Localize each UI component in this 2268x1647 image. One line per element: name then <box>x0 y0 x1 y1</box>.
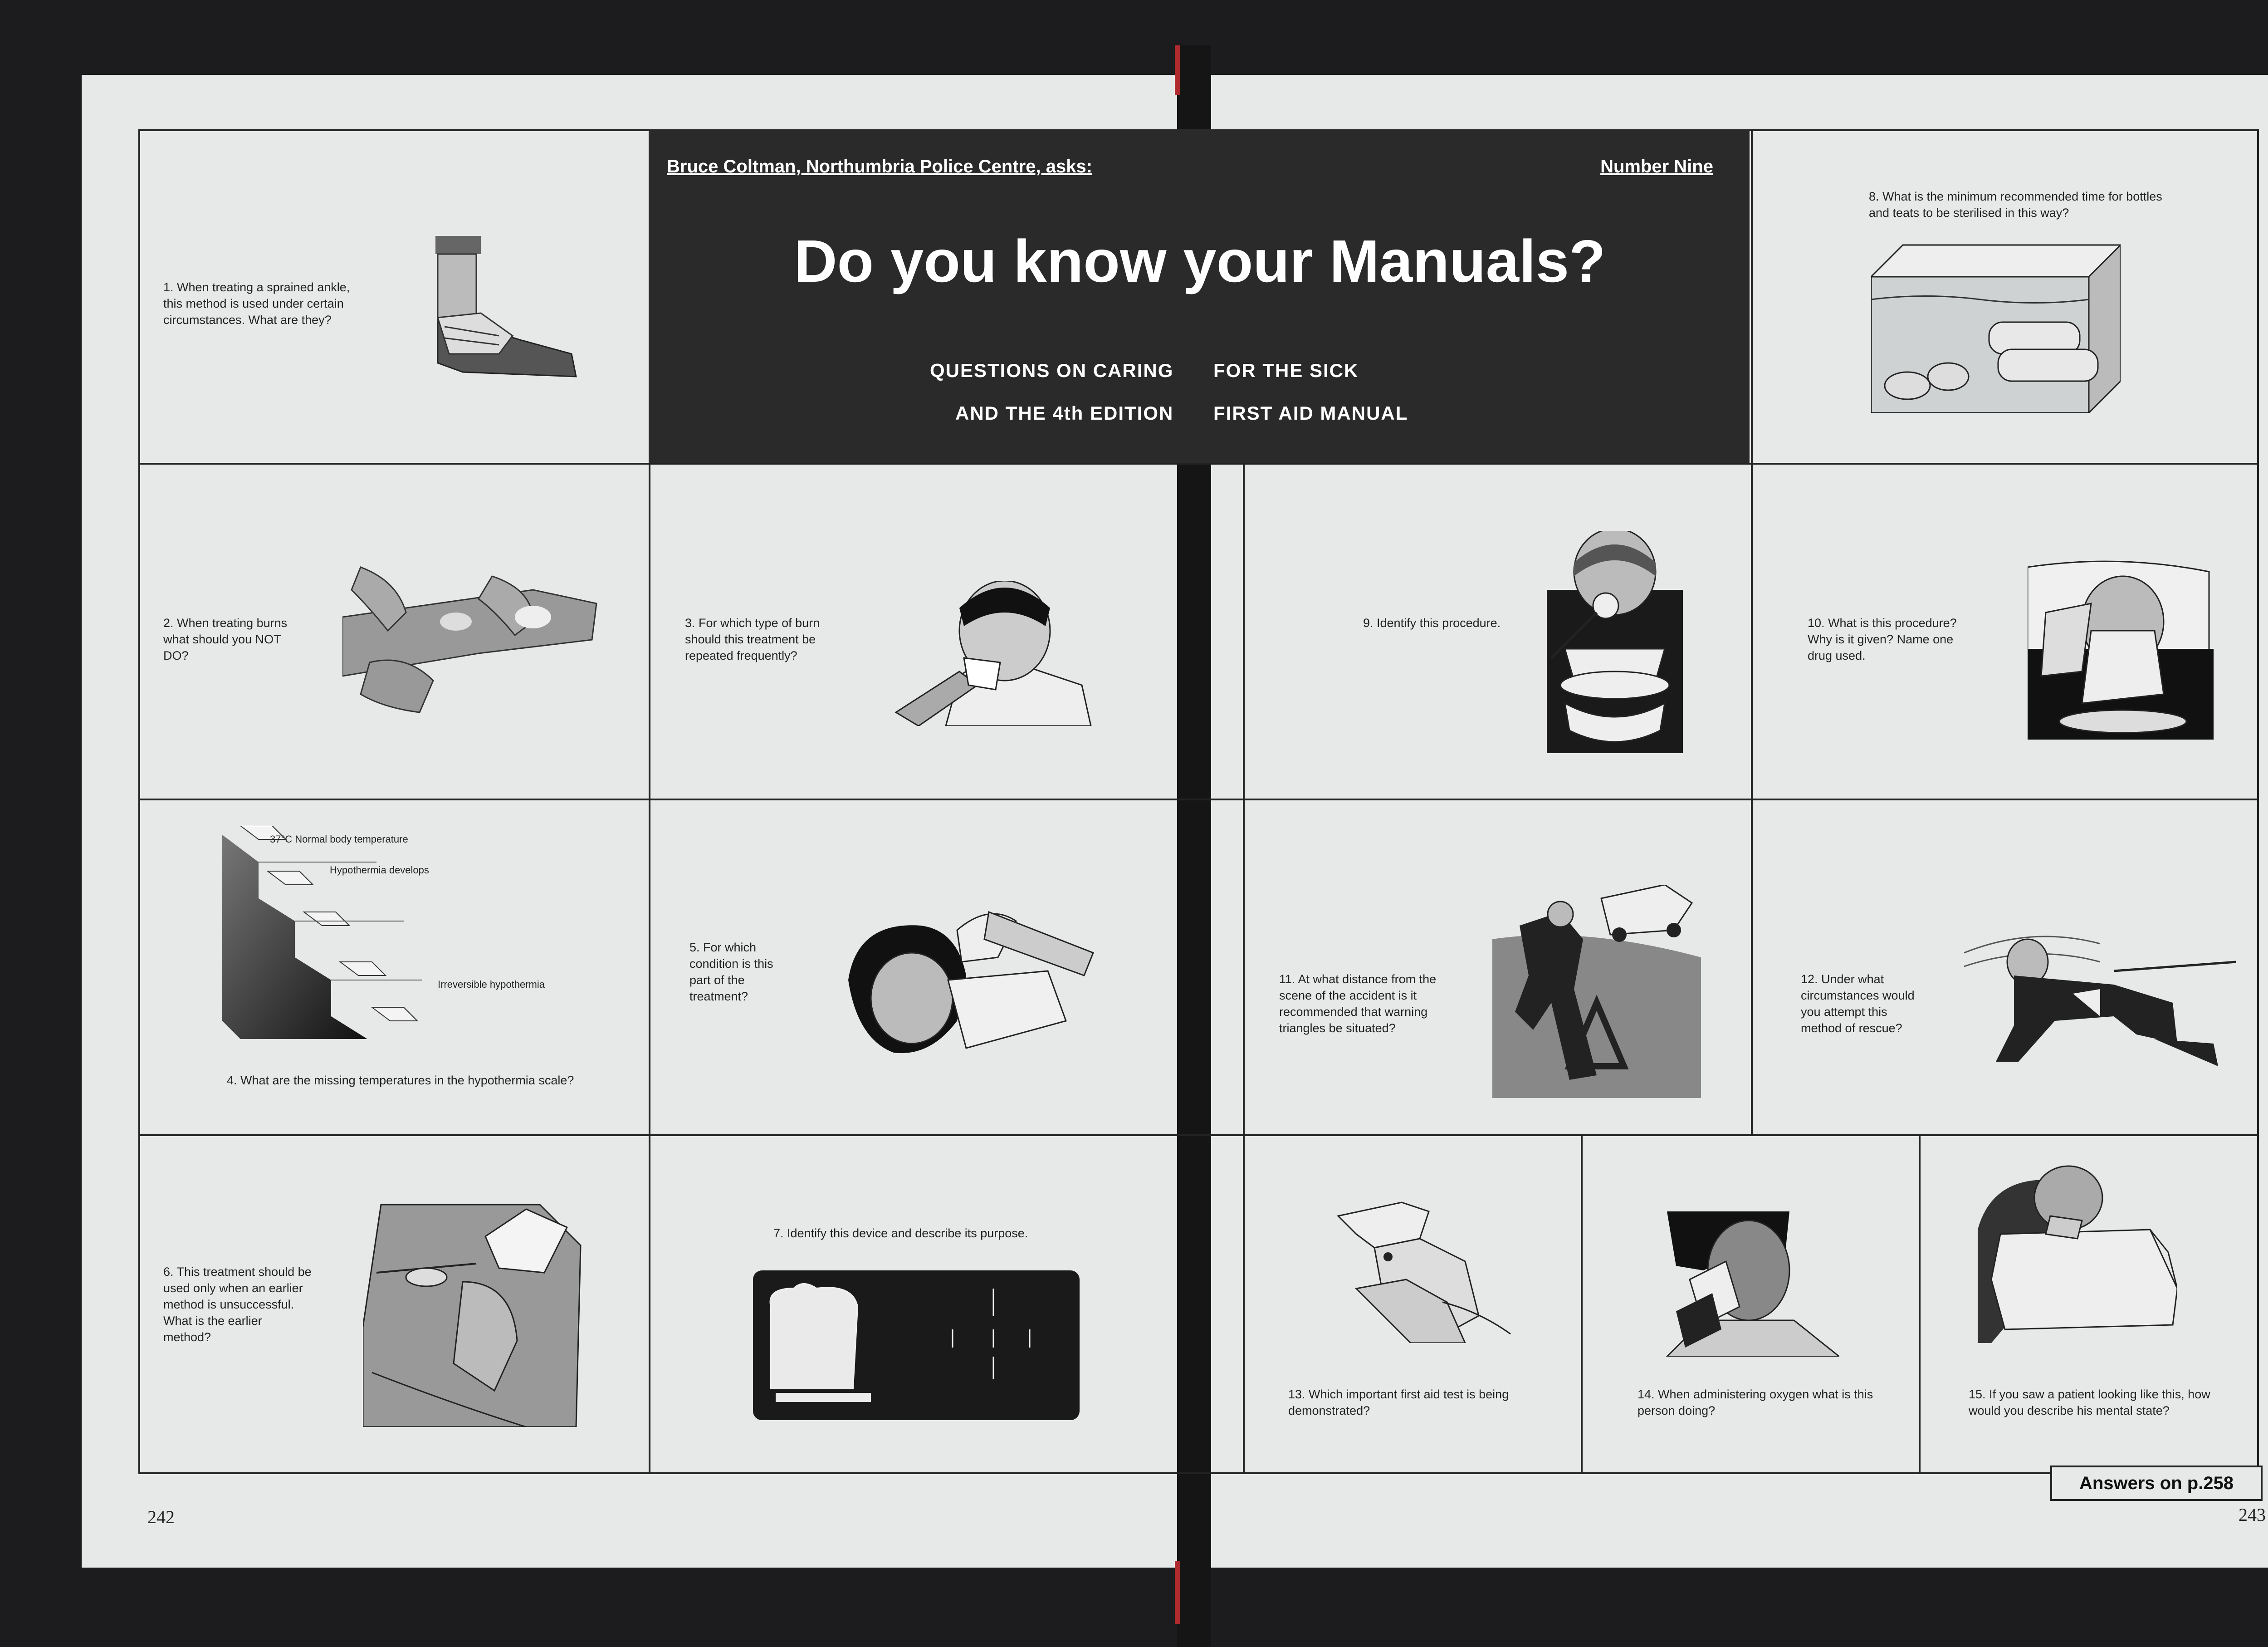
eye-treatment-illustration <box>363 1191 599 1427</box>
question-5: 5. For which condition is this part of the treatment? <box>689 941 773 1003</box>
hypothermia-label-irreversible: Irreversible hypothermia <box>438 979 545 990</box>
treating-burns-illustration <box>342 563 606 717</box>
grid-col-right-c <box>1581 1134 1583 1473</box>
hypothermia-label-develops: Hypothermia develops <box>330 864 429 876</box>
quiz-title: Do you know your Manuals? <box>794 228 1606 294</box>
quiz-asker: Bruce Coltman, Northumbria Police Centre, asks: <box>667 157 1093 176</box>
question-2: 2. When treating burns what should you NOT DO? <box>163 616 288 662</box>
hypothermia-staircase-illustration <box>222 826 440 1048</box>
grid-left <box>138 129 140 1473</box>
page-number-right: 243 <box>2239 1505 2266 1525</box>
grid-bottom <box>138 1472 2259 1474</box>
bookmark-ribbon-bottom <box>1175 1561 1180 1624</box>
question-15: 15. If you saw a patient looking like this, how would you describe his mental state? <box>1969 1387 2210 1417</box>
page-number-left: 242 <box>147 1507 175 1527</box>
grid-col-right-d <box>1919 1134 1921 1473</box>
question-1: 1. When treating a sprained ankle, this method is used under certain circumstances. What are they? <box>163 280 350 327</box>
warning-triangle-illustration <box>1492 885 1701 1098</box>
steam-inhalation-illustration <box>1547 531 1683 753</box>
question-13: 13. Which important first aid test is being demonstrated? <box>1288 1387 1509 1417</box>
ice-rescue-illustration <box>1964 926 2236 1071</box>
capillary-refill-test-illustration <box>1329 1198 1520 1343</box>
grid-right <box>2257 129 2259 1473</box>
question-14: 14. When administering oxygen what is this person doing? <box>1637 1387 1873 1417</box>
hypothermia-label-normal: 37°C Normal body temperature <box>270 833 408 845</box>
grid-col-right-b <box>1751 129 1753 1135</box>
subtitle-1-right: FOR THE SICK <box>1213 360 1359 381</box>
bandaged-ankle-illustration <box>431 236 581 381</box>
question-8: 8. What is the minimum recommended time for bottles and teats to be sterilised in this way? <box>1869 190 2162 220</box>
oral-burn-treatment-illustration <box>891 581 1095 726</box>
quiz-header <box>649 129 1750 463</box>
question-3: 3. For which type of burn should this treatment be repeated frequently? <box>685 616 820 662</box>
cold-compress-head-illustration <box>839 903 1120 1066</box>
grid-col-right-a <box>1243 463 1245 1473</box>
confused-patient-illustration <box>1978 1162 2177 1343</box>
grid-row3 <box>138 1134 2259 1136</box>
question-7: 7. Identify this device and describe its purpose. <box>773 1226 1028 1240</box>
question-10: 10. What is this procedure? Why is it given? Name one drug used. <box>1808 616 1957 662</box>
grid-row1 <box>138 463 2259 465</box>
subtitle-2-left: AND THE 4th EDITION <box>955 402 1174 424</box>
splint-device-illustration <box>753 1270 1080 1420</box>
question-9: 9. Identify this procedure. <box>1363 616 1501 630</box>
bookmark-ribbon-top <box>1175 45 1180 95</box>
sterilising-tank-illustration <box>1871 240 2121 413</box>
subtitle-2-right: FIRST AID MANUAL <box>1213 402 1408 424</box>
oxygen-administration-illustration <box>1658 1211 1839 1357</box>
grid-row2 <box>138 799 2259 800</box>
question-11: 11. At what distance from the scene of the accident is it recommended that warning triangles be situated? <box>1279 972 1437 1035</box>
question-12: 12. Under what circumstances would you attempt this method of rescue? <box>1801 972 1915 1035</box>
subtitle-1-left: QUESTIONS ON CARING <box>930 360 1174 381</box>
quiz-number: Number Nine <box>1600 157 1713 176</box>
inhaler-procedure-illustration <box>2028 558 2214 740</box>
question-4: 4. What are the missing temperatures in the hypothermia scale? <box>227 1073 574 1087</box>
answers-reference: Answers on p.258 <box>2050 1466 2263 1501</box>
question-6: 6. This treatment should be used only when an earlier method is unsuccessful. What is the earlier method? <box>163 1265 312 1344</box>
